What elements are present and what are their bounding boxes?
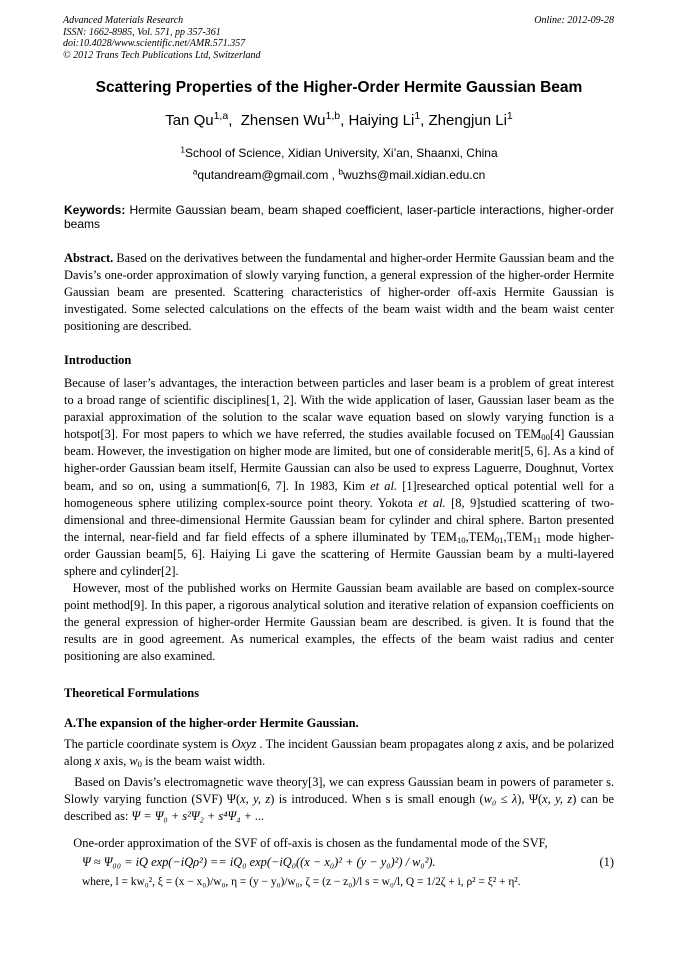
keywords-label: Keywords:: [64, 203, 126, 217]
email-sup-a: a: [192, 166, 198, 177]
introduction-paragraph-1: [64, 375, 614, 580]
intro-sub: 01: [494, 535, 504, 545]
theory-symbol: w₀ ≤ λ: [483, 792, 518, 807]
abstract-label: Abstract.: [64, 251, 114, 265]
doi: doi:10.4028/www.scientific.net/AMR.571.357: [63, 38, 246, 49]
theory-text: is the beam waist width.: [142, 754, 266, 769]
theory-symbol: x, y, z: [240, 792, 271, 807]
intro-text: ,TEM: [465, 529, 495, 544]
affiliation-text: School of Science, Xidian University, Xi’an, Shaanxi, China: [185, 146, 498, 160]
copyright: © 2012 Trans Tech Publications Ltd, Switzerland: [63, 49, 261, 61]
intro-text: Because of laser’s advantages, the interaction between particles and laser beam is a problem of great interest to a broad range of scientific disciplines[1, 2]. With the wide application of laser, Gaussian laser beam as the paraxial approximation of the solution to the scalar wave equation based on slowly varying function is a hotspot[3]. For most papers to which we have referred, the studies available focused on TEM: [64, 376, 614, 442]
keywords: [64, 203, 614, 231]
email-sep: ,: [328, 168, 339, 182]
intro-sub: 00: [541, 432, 550, 443]
theory-series: Ψ = Ψ₀ + s²Ψ₂ + s⁴Ψ₄ + ...: [131, 809, 265, 824]
email-sup-b: b: [338, 166, 343, 177]
equation-1-number: (1): [599, 855, 614, 869]
abstract-text: Based on the derivatives between the fundamental and higher-order Hermite Gaussian beam and the Davis’s one-order approximation of slowly varying function, a general expression of the higher-order Hermite Gaussian beam are presented. Scattering characteristics of higher-order off-axis Hermite Gaussian is investigated. Some selected calculations on the effects of the beam waist width and the beam waist center positioning are described.: [64, 251, 614, 334]
theory-text: ) is introduced. When s is small enough (: [270, 792, 484, 807]
theory-symbol: z: [497, 737, 503, 751]
intro-sub: 11: [532, 535, 542, 545]
intro-etal: et al.: [370, 478, 397, 493]
author-name: Haiying Li: [348, 112, 415, 129]
author-sup: 1,b: [325, 110, 341, 123]
paper-title: Scattering Properties of the Higher-Order Hermite Gaussian Beam: [95, 79, 583, 96]
intro-text: [4] Gaussian beam. However, the investigation on higher mode are limited, but one of considerable merit[5, 6]. As a kind of higher-order Gaussian beam itself, Hermite Gaussian can also be used to express Laguerre, Doughnut, Vortex beam, and so on, using a summation[6, 7]. In 1983, Kim: [64, 427, 614, 493]
author-sep: ,: [420, 112, 429, 129]
author-emails: [0, 168, 678, 182]
theory-sub: 0: [137, 759, 142, 770]
theory-paragraph-1: [64, 736, 614, 770]
theory-paragraph-2: [64, 774, 618, 825]
theory-paragraph-3: One-order approximation of the SVF of off-axis is chosen as the fundamental mode of the SVF,: [64, 836, 548, 850]
intro-text: ,TEM: [503, 529, 533, 544]
author-sep: ,: [340, 112, 349, 129]
introduction-paragraph-2: However, most of the published works on Hermite Gaussian beam available are based on complex-source point method[9]. In this paper, a rigorous analytical solution and iterative relation of expansion coefficients on the general expression of higher-order Hermite Gaussian beam are described. is given. It is found that the results are in good agreement. As numerical examples, the effects of the beam waist radius and center positioning are also examined.: [64, 581, 618, 664]
issn: ISSN: 1662-8985, Vol. 571, pp 357-361: [63, 26, 221, 38]
theory-symbol: w: [129, 754, 138, 769]
author-name: Tan Qu: [165, 112, 214, 129]
theory-text: Based on Davis’s electromagnetic wave theory[3], we can express Gaussian beam in powers of parameter s. Slowly varying function (SVF) Ψ(: [64, 775, 618, 807]
intro-etal: et al.: [418, 495, 446, 510]
email-b[interactable]: wuzhs@mail.xidian.edu.cn: [343, 168, 486, 182]
email-a[interactable]: qutandream@gmail.com: [197, 168, 329, 182]
author-list: [0, 112, 678, 129]
author-sup: 1: [506, 110, 513, 123]
author-sup: 1,a: [213, 110, 229, 123]
theory-text: axis, and be polarized along: [64, 737, 614, 769]
journal-header: [63, 15, 261, 61]
abstract: [64, 250, 614, 335]
theory-heading: Theoretical Formulations: [64, 686, 200, 700]
intro-text: mode higher-order Gaussian beam[5, 6]. Haiying Li gave the scattering of Hermite Gaussian beam by a multi-layered sphere and cylinder[2].: [64, 529, 614, 579]
online-date: Online: 2012-09-28: [534, 15, 614, 26]
affiliation-sup: 1: [180, 144, 186, 155]
theory-symbol: x, y, z: [542, 792, 573, 807]
intro-text: [8, 9]studied scattering of two-dimensional and three-dimensional Hermite Gaussian beam for cylinder and chiral sphere. Barton presented the internal, near-field and far field effects of a sphere illuminated by TEM: [64, 495, 614, 544]
theory-text: The particle coordinate system is: [64, 737, 232, 751]
theory-symbol: Oxyz: [231, 737, 257, 751]
theory-subheading: A.The expansion of the higher-order Hermite Gaussian.: [64, 716, 359, 730]
intro-sub: 10: [456, 535, 466, 545]
author-sep: ,: [228, 112, 241, 129]
introduction-heading: Introduction: [64, 353, 132, 367]
equation-1: Ψ ≈ Ψ₀₀ = iQ exp(−iQρ²) == iQ₀ exp(−iQ₀((x − x₀)² + (y − y₀)²) / w₀²).: [82, 855, 436, 869]
affiliation: [0, 146, 678, 160]
author-sup: 1: [414, 110, 421, 123]
where-definitions: where, l = kw₀², ξ = (x − x₀)/w₀, η = (y − y₀)/w₀, ζ = (z − z₀)/l s = w₀/l, Q = 1/2ζ + i, ρ² = ξ² + η².: [82, 876, 521, 888]
theory-text: ), Ψ(: [517, 792, 543, 807]
theory-text: ) can be described as:: [64, 792, 618, 824]
theory-text: . The incident Gaussian beam propagates along: [256, 737, 498, 751]
theory-symbol: x: [94, 754, 101, 769]
journal-name: Advanced Materials Research: [63, 15, 184, 26]
intro-text: [1]researched optical potential well for a homogeneous sphere utilizing complex-source point theory. Yokota: [64, 478, 614, 510]
keywords-text: Hermite Gaussian beam, beam shaped coefficient, laser-particle interactions, higher-order beams: [64, 203, 615, 231]
author-name: Zhengjun Li: [428, 112, 507, 129]
theory-text: axis,: [100, 754, 130, 769]
author-name: Zhensen Wu: [240, 112, 326, 129]
